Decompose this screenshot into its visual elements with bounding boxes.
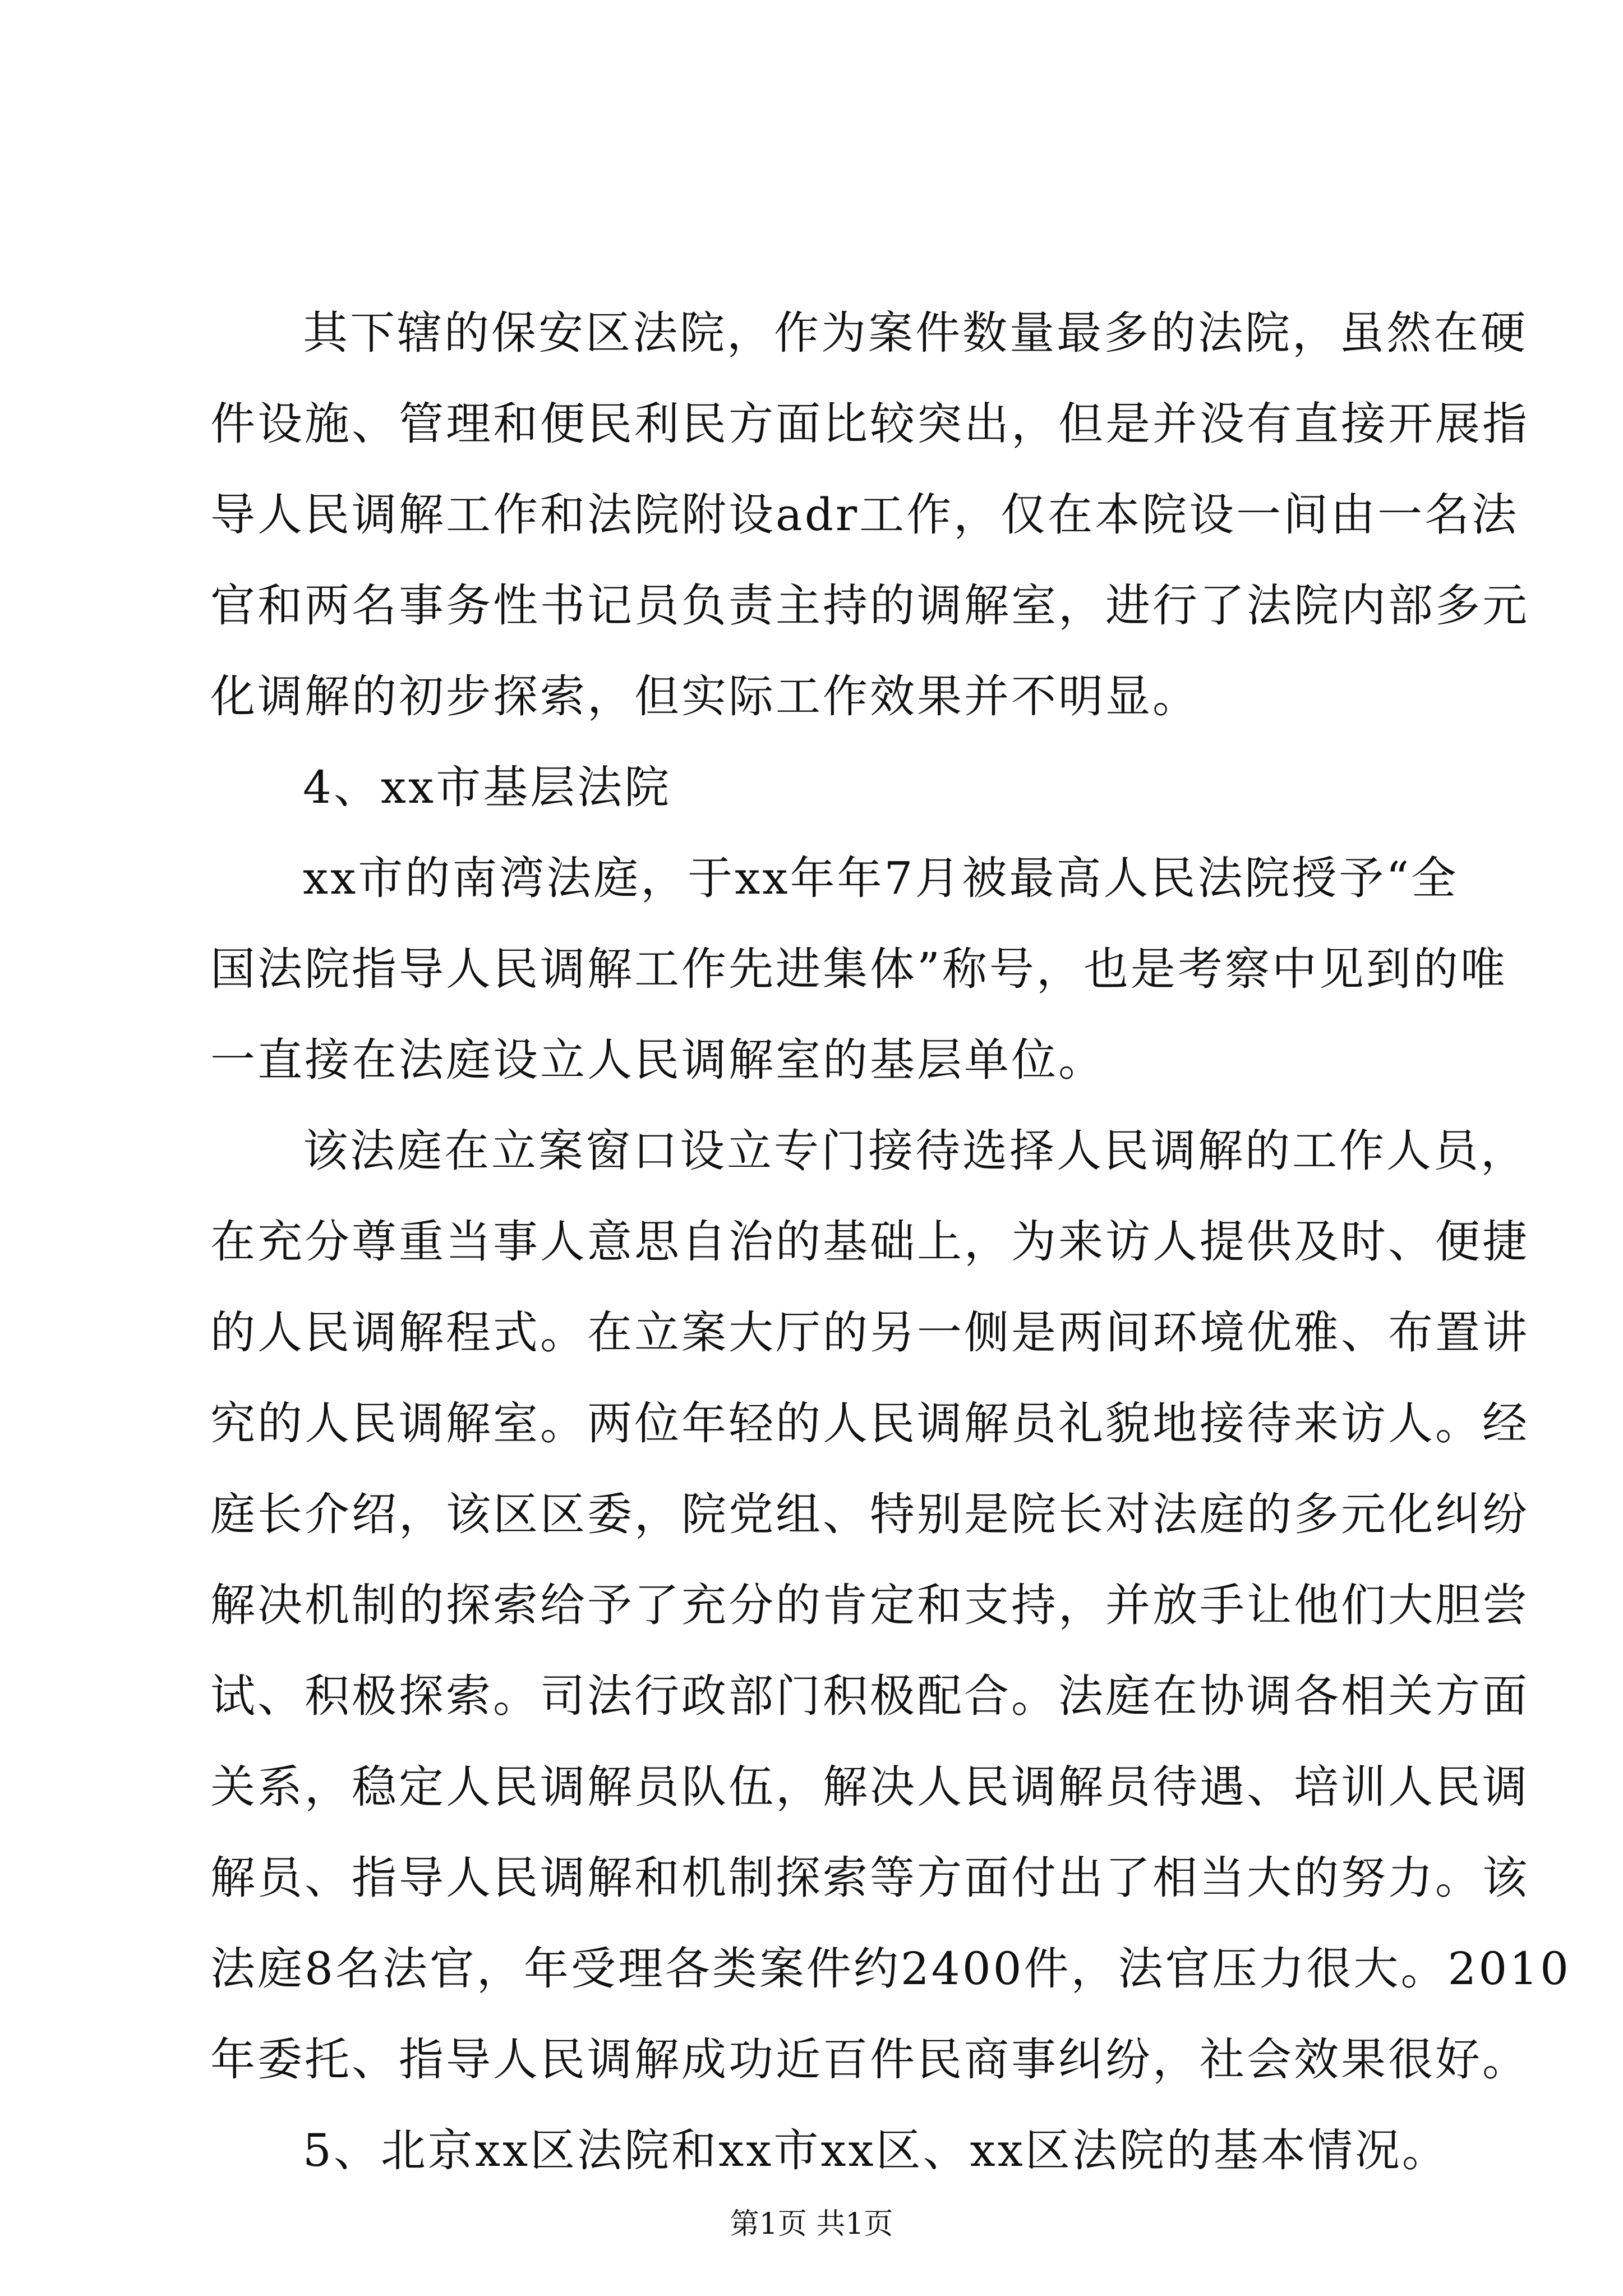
body-line: 一直接在法庭设立人民调解室的基层单位。	[210, 1034, 1105, 1086]
body-line: 的人民调解程式。在立案大厅的另一侧是两间环境优雅、布置讲	[210, 1306, 1529, 1359]
body-line: 解员、指导人民调解和机制探索等方面付出了相当大的努力。该	[210, 1852, 1529, 1904]
body-line: 件设施、管理和便民利民方面比较突出，但是并没有直接开展指	[210, 398, 1529, 450]
section-heading: 5、北京xx区法院和xx市xx区、xx区法院的基本情况。	[303, 2124, 1449, 2177]
body-line: 其下辖的保安区法院，作为案件数量最多的法院，虽然在硬	[303, 307, 1528, 359]
section-heading: 4、xx市基层法院	[303, 761, 672, 813]
body-line: 官和两名事务性书记员负责主持的调解室，进行了法院内部多元	[210, 579, 1529, 632]
body-line: 关系，稳定人民调解员队伍，解决人民调解员待遇、培训人民调	[210, 1761, 1529, 1813]
body-line: 究的人民调解室。两位年轻的人民调解员礼貌地接待来访人。经	[210, 1397, 1529, 1450]
body-line: 该法庭在立案窗口设立专门接待选择人民调解的工作人员，	[303, 1125, 1528, 1177]
body-line: 庭长介绍，该区区委，院党组、特别是院长对法庭的多元化纠纷	[210, 1488, 1529, 1540]
body-line: 在充分尊重当事人意思自治的基础上，为来访人提供及时、便捷	[210, 1216, 1529, 1268]
page-number-footer: 第1页 共1页	[730, 2207, 893, 2241]
body-line: 国法院指导人民调解工作先进集体”称号，也是考察中见到的唯	[210, 943, 1507, 995]
body-line: 试、积极探索。司法行政部门积极配合。法庭在协调各相关方面	[210, 1670, 1529, 1722]
body-line: xx市的南湾法庭，于xx年年7月被最高人民法院授予“全	[303, 852, 1459, 904]
body-line: 法庭8名法官，年受理各类案件约2400件，法官压力很大。2010	[210, 1943, 1571, 1995]
body-line: 年委托、指导人民调解成功近百件民商事纠纷，社会效果很好。	[210, 2033, 1529, 2086]
body-line: 导人民调解工作和法院附设adr工作，仅在本院设一间由一名法	[210, 489, 1519, 541]
body-line: 解决机制的探索给予了充分的肯定和支持，并放手让他们大胆尝	[210, 1579, 1529, 1631]
body-line: 化调解的初步探索，但实际工作效果并不明显。	[210, 670, 1200, 723]
